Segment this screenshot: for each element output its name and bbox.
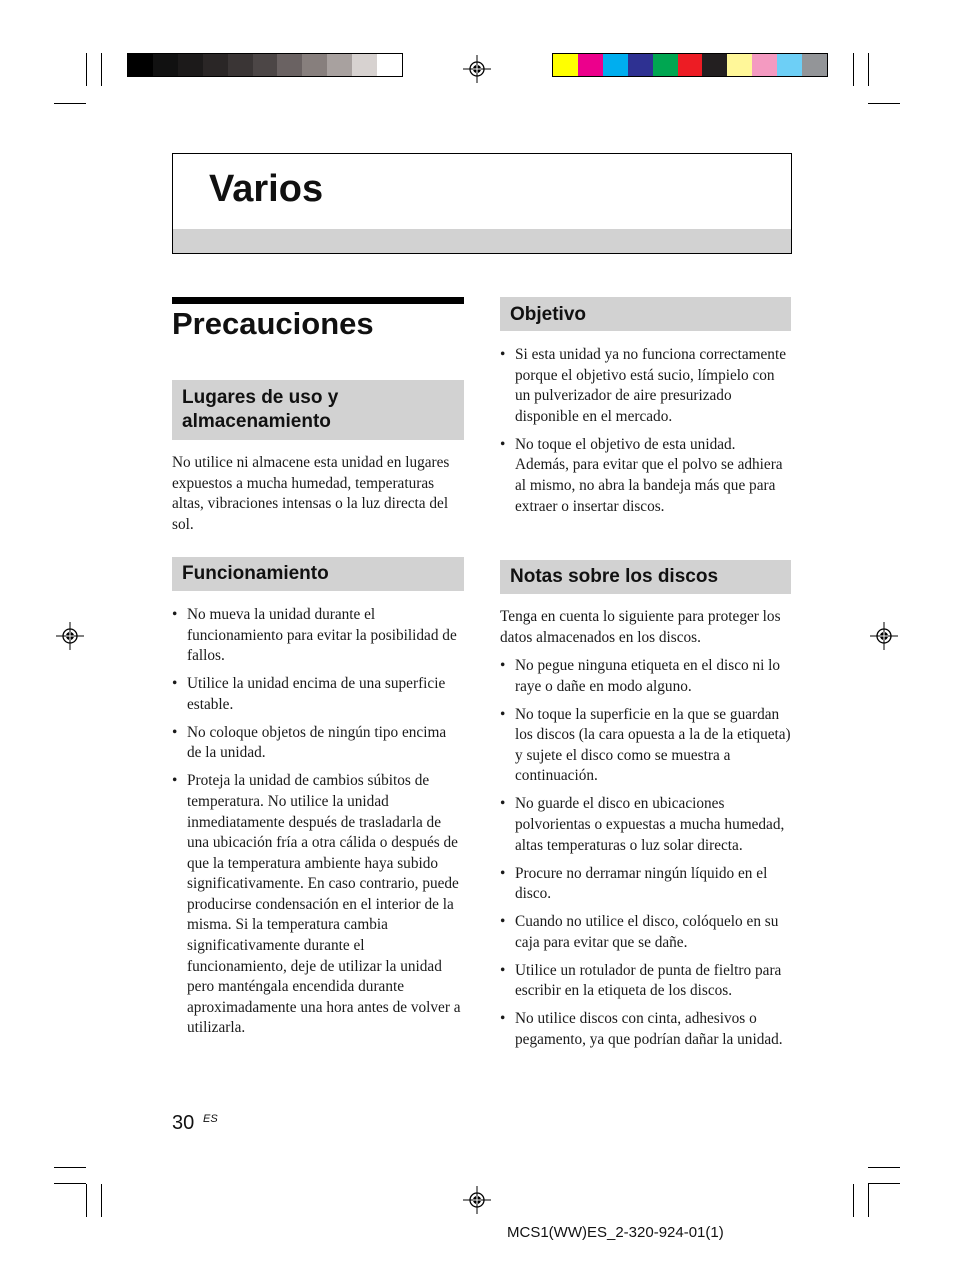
subheading-notas: [500, 560, 791, 594]
chapter-title-box: [172, 153, 792, 254]
subheading-lugares-text: Lugares de uso y almacenamiento: [182, 387, 339, 432]
section-title: Precauciones: [172, 306, 374, 341]
color-swatch: [128, 54, 153, 76]
color-swatch: [802, 54, 827, 76]
subheading-notas-text: Notas sobre los discos: [510, 566, 719, 587]
crop-mark: [54, 1183, 86, 1184]
color-swatch: [777, 54, 802, 76]
registration-mark-icon: [463, 1186, 491, 1214]
chapter-title-band: [173, 229, 791, 253]
chapter-title: Varios: [209, 168, 324, 210]
color-swatch: [277, 54, 302, 76]
color-swatch: [553, 54, 578, 76]
crop-mark: [86, 1184, 87, 1217]
notas-list: [500, 656, 791, 1058]
crop-mark: [868, 103, 900, 104]
crop-mark: [853, 1184, 854, 1217]
color-swatch: [327, 54, 352, 76]
color-swatch: [678, 54, 703, 76]
notas-intro: Tenga en cuenta lo siguiente para proteger los datos almacenados en los discos.: [500, 608, 781, 646]
list-item: • Proteja la unidad de cambios súbitos de temperatura. No utilice la unidad inmediatamente después de trasladarla de una ubicación fría a otra cálida o después de que la temperatura ambiente haya subido significativamente. En caso contrario, puede producirse condensación en el interior de la misma. Si la temperatura cambia significativamente durante el funcionamiento, deje de utilizar la unidad pero manténgala encendida durante aproximadamente una hora antes de volver a utilizarla.: [172, 771, 464, 1039]
funcionamiento-list: [172, 605, 464, 1046]
subheading-objetivo: [500, 297, 791, 331]
crop-mark: [54, 103, 86, 104]
document-code: MCS1(WW)ES_2-320-924-01(1): [507, 1224, 724, 1241]
crop-mark: [868, 53, 869, 86]
list-item: • Cuando no utilice el disco, colóquelo en su caja para evitar que se dañe.: [500, 912, 791, 953]
crop-mark: [101, 1184, 102, 1217]
color-swatch: [153, 54, 178, 76]
registration-mark-icon: [463, 55, 491, 83]
list-item: • No pegue ninguna etiqueta en el disco ni lo raye o dañe en modo alguno.: [500, 656, 791, 697]
registration-mark-icon: [56, 622, 84, 650]
color-swatch: [203, 54, 228, 76]
registration-mark-icon: [870, 622, 898, 650]
lugares-paragraph: No utilice ni almacene esta unidad en lugares expuestos a mucha humedad, temperaturas altas, vibraciones intensas o la luz directa del sol.: [172, 454, 450, 533]
list-item: • No mueva la unidad durante el funcionamiento para evitar la posibilidad de fallos.: [172, 605, 464, 667]
objetivo-list: [500, 345, 791, 525]
crop-mark: [868, 1183, 900, 1184]
list-item: • No guarde el disco en ubicaciones polvorientas o expuestas a mucha humedad, altas temperaturas o luz solar directa.: [500, 794, 791, 856]
crop-mark: [868, 1167, 900, 1168]
subheading-objetivo-text: Objetivo: [510, 304, 587, 325]
subheading-funcionamiento: [172, 557, 464, 591]
color-swatch: [653, 54, 678, 76]
list-item: • Utilice un rotulador de punta de fieltro para escribir en la etiqueta de los discos.: [500, 961, 791, 1002]
subheading-lugares: [172, 380, 464, 440]
page-number: 30: [172, 1112, 195, 1134]
gray-calibration-bar: [127, 53, 403, 77]
color-swatch: [628, 54, 653, 76]
color-swatch: [377, 54, 402, 76]
list-item: • No toque la superficie en la que se guardan los discos (la cara opuesta a la de la etiqueta) y sujete el disco como se muestra a continuación.: [500, 705, 791, 787]
crop-mark: [853, 53, 854, 86]
color-swatch: [603, 54, 628, 76]
crop-mark: [101, 53, 102, 86]
color-swatch: [702, 54, 727, 76]
list-item: • Utilice la unidad encima de una superficie estable.: [172, 674, 464, 715]
color-swatch: [578, 54, 603, 76]
list-item: • No toque el objetivo de esta unidad. Además, para evitar que el polvo se adhiera al mismo, no abra la bandeja más que para extraer o insertar discos.: [500, 435, 791, 517]
list-item: • Si esta unidad ya no funciona correctamente porque el objetivo está sucio, límpielo con un pulverizador de aire presurizado disponible en el mercado.: [500, 345, 791, 427]
crop-mark: [86, 53, 87, 86]
color-swatch: [253, 54, 278, 76]
subheading-funcionamiento-text: Funcionamiento: [182, 563, 329, 584]
color-swatch: [228, 54, 253, 76]
color-calibration-bar: [552, 53, 828, 77]
color-swatch: [302, 54, 327, 76]
page-language: ES: [203, 1113, 218, 1125]
color-swatch: [752, 54, 777, 76]
list-item: • No utilice discos con cinta, adhesivos o pegamento, ya que podrían dañar la unidad.: [500, 1009, 791, 1050]
crop-mark: [868, 1184, 869, 1217]
color-swatch: [178, 54, 203, 76]
crop-mark: [54, 1167, 86, 1168]
color-swatch: [352, 54, 377, 76]
section-rule: [172, 297, 464, 304]
list-item: • Procure no derramar ningún líquido en el disco.: [500, 864, 791, 905]
list-item: • No coloque objetos de ningún tipo encima de la unidad.: [172, 723, 464, 764]
color-swatch: [727, 54, 752, 76]
